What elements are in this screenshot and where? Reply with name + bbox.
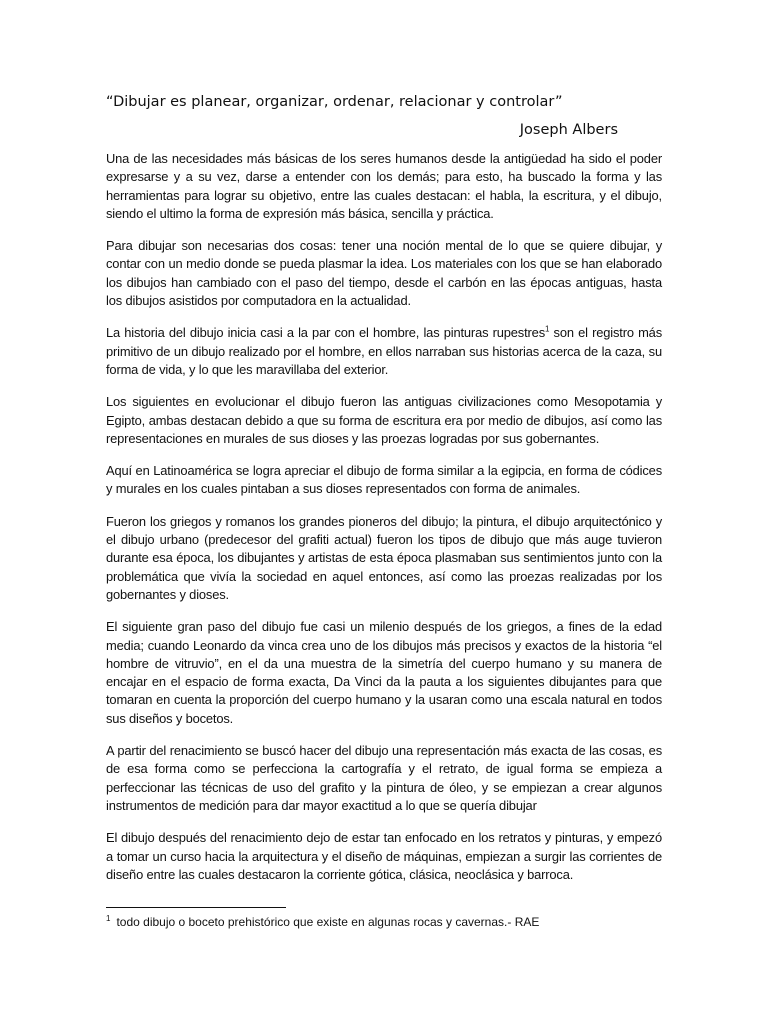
paragraph-text: La historia del dibujo inicia casi a la par con el hombre, las pinturas rupestres [106, 325, 545, 341]
footnote-mark: 1 [106, 914, 111, 923]
paragraph: Fueron los griegos y romanos los grandes pioneros del dibujo; la pintura, el dibujo arquitectónico y el dibujo urbano (predecesor del grafiti actual) fueron los tipos de dibujo que más auge tuvieron durante esa época, los dibujantes y artistas de esta época plasmaban sus sentimientos junto con la problemática que vivía la sociedad en aquel entonces, así como las proezas realizadas por los gobernantes y dioses. [106, 513, 662, 602]
footnote [106, 914, 662, 930]
paragraph: Los siguientes en evolucionar el dibujo fueron las antiguas civilizaciones como Mesopotamia y Egipto, ambas destacan debido a que su forma de escritura era por medio de dibujos, así como las representaciones en murales de sus dioses y las proezas logradas por sus gobernantes. [106, 394, 662, 446]
footnote-text: todo dibujo o boceto prehistórico que existe en algunas rocas y cavernas.- RAE [116, 915, 540, 929]
paragraph: El siguiente gran paso del dibujo fue casi un milenio después de los griegos, a fines de la edad media; cuando Leonardo da vinca crea uno de los dibujos más precisos y exactos de la historia “el hombre de vitruvio”, en el da una muestra de la simetría del cuerpo humano y su manera de encajar en el espacio de forma exacta, Da Vinci da la pauta a los siguientes dibujantes para que tomaran en cuenta la proporción del cuerpo humano y la usaran como una escala natural en todos sus diseños y bocetos. [106, 619, 662, 726]
footnote-reference[interactable]: 1 [545, 325, 550, 335]
paragraph: El dibujo después del renacimiento dejo de estar tan enfocado en los retratos y pinturas, y empezó a tomar un curso hacia la arquitectura y el diseño de máquinas, empiezan a surgir las corrientes de diseño entre las cuales destacaron la corriente gótica, clásica, neoclásica y barroca. [106, 830, 662, 882]
paragraph-history [106, 324, 662, 379]
document-body [106, 150, 662, 898]
footnote-divider [106, 907, 286, 908]
paragraph: Aquí en Latinoamérica se logra apreciar el dibujo de forma similar a la egipcia, en forma de códices y murales en los cuales pintaban a sus dioses representados con forma de animales. [106, 463, 662, 497]
paragraph-text: son el registro más primitivo de un dibujo realizado por el hombre, en ellos narraban sus historias acerca de la caza, su forma de vida, y lo que les maravillaba del exterior. [106, 325, 662, 377]
paragraph: Una de las necesidades más básicas de los seres humanos desde la antigüedad ha sido el poder expresarse y a su vez, darse a entender con los demás; para esto, ha buscado la forma y las herramientas para lograr su objetivo, entre las cuales destacan: el habla, la escritura, y el dibujo, siendo el ultimo la forma de expresión más básica, sencilla y práctica. [106, 151, 662, 221]
paragraph: Para dibujar son necesarias dos cosas: tener una noción mental de lo que se quiere dibujar, y contar con un medio donde se pueda plasmar la idea. Los materiales con los que se han elaborado los dibujos han cambiado con el paso del tiempo, desde el carbón en las épocas antiguas, hasta los dibujos asistidos por computadora en la actualidad. [106, 238, 662, 309]
epigraph-author: Joseph Albers [519, 122, 618, 138]
epigraph-quote: “Dibujar es planear, organizar, ordenar, relacionar y controlar” [106, 94, 563, 110]
paragraph: A partir del renacimiento se buscó hacer del dibujo una representación más exacta de las cosas, es de esa forma como se perfecciona la cartografía y el retrato, de igual forma se empieza a perfeccionar las técnicas de uso del grafito y la pintura de óleo, y se empiezan a crear algunos instrumentos de medición para dar mayor exactitud a lo que se quería dibujar [106, 743, 662, 813]
